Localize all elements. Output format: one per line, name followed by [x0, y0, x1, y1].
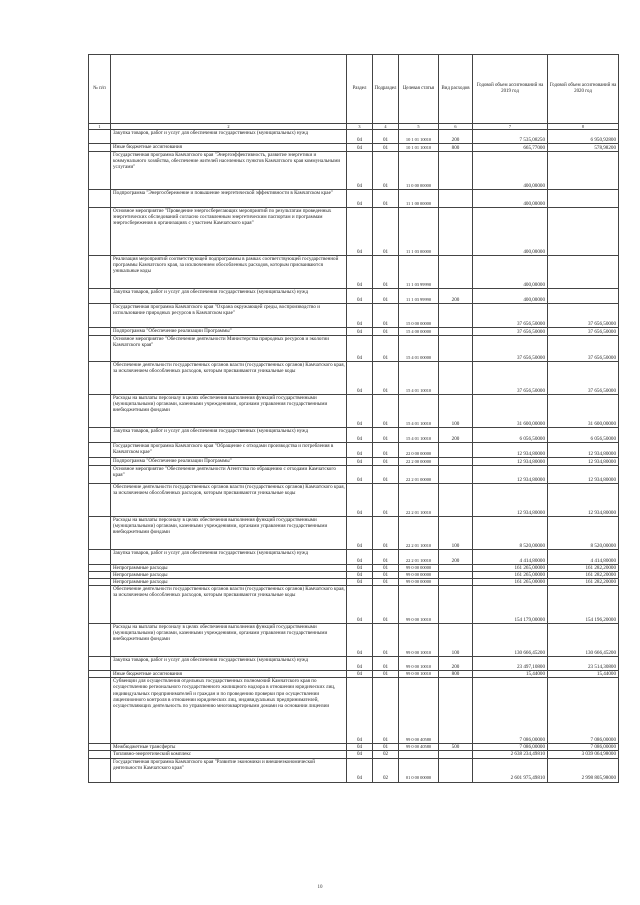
cell-razdel: 04 — [347, 328, 373, 336]
cell-vol2020 — [548, 208, 619, 256]
cell-vol2019: 154 179,00000 — [473, 586, 548, 624]
cell-vr — [439, 190, 473, 208]
cell-vol2020: 37 656,50000 — [548, 336, 619, 362]
cell-vol2019: 161 265,00000 — [473, 565, 548, 572]
cell-vol2019: 6 056,50000 — [473, 428, 548, 443]
cell-vr — [439, 466, 473, 484]
cell-razdel: 04 — [347, 336, 373, 362]
cell-podrazdel: 01 — [373, 304, 399, 328]
cell-name: Закупка товаров, работ и услуг для обеспечения государственных (муниципальных) нужд — [111, 657, 347, 671]
table-row — [89, 443, 619, 458]
cell-podrazdel: 01 — [373, 657, 399, 671]
cell-name: Государственная программа Камчатского края "Обращение с отходами производства и потребления в Камчатском крае" — [111, 443, 347, 458]
cell-vol2020: 2 998 805,98000 — [548, 758, 619, 782]
cell-razdel: 04 — [347, 517, 373, 550]
cell-vol2020: 31 600,00000 — [548, 395, 619, 428]
cell-vr — [439, 443, 473, 458]
cell-vol2020: 161 282,20000 — [548, 565, 619, 572]
cell-podrazdel: 01 — [373, 678, 399, 744]
cell-name: Закупка товаров, работ и услуг для обеспечения государственных (муниципальных) нужд — [111, 130, 347, 144]
cell-podrazdel: 01 — [373, 130, 399, 144]
cell-csr: 11 0 00 00000 — [399, 152, 439, 190]
cell-num — [89, 395, 111, 428]
cell-vr — [439, 565, 473, 572]
cell-vr: 200 — [439, 657, 473, 671]
cell-num — [89, 458, 111, 466]
cell-num — [89, 428, 111, 443]
cell-podrazdel: 01 — [373, 256, 399, 289]
cell-csr: 01 0 00 00000 — [399, 758, 439, 782]
cell-vol2020: 161 282,20000 — [548, 579, 619, 586]
cell-name: Расходы на выплаты персоналу в целях обеспечения выполнения функций государственными (муниципальными) органами, казенными учреждениями, органами управления государственными внебюджетными фондами — [111, 624, 347, 657]
cell-name: Непрограммные расходы — [111, 579, 347, 586]
cell-csr: 99 0 00 00000 — [399, 565, 439, 572]
cell-csr: 22 0 00 00000 — [399, 443, 439, 458]
cell-vr — [439, 458, 473, 466]
cell-vol2020: 37 656,50000 — [548, 304, 619, 328]
cell-vr — [439, 336, 473, 362]
cell-vol2020: 12 934,80000 — [548, 466, 619, 484]
cell-csr: 99 0 00 10010 — [399, 657, 439, 671]
cell-name: Основное мероприятие "Обеспечение деятельности Агентства по обращению с отходами Камчатского края" — [111, 466, 347, 484]
cell-vr — [439, 328, 473, 336]
table-row — [89, 208, 619, 256]
cell-vol2019: 31 600,00000 — [473, 395, 548, 428]
cell-csr: 11 1 00 00000 — [399, 190, 439, 208]
cell-name: Подпрограмма "Обеспечение реализации Программы" — [111, 458, 347, 466]
cell-name: Обеспечение деятельности государственных органов власти (государственных органов) Камчатского края, за исключением обособленных расходов, которым присваиваются уникальные коды — [111, 362, 347, 395]
cell-vol2020: 12 934,80000 — [548, 443, 619, 458]
table-row — [89, 458, 619, 466]
cell-vol2019: 400,00000 — [473, 190, 548, 208]
cell-num — [89, 586, 111, 624]
table-row — [89, 484, 619, 517]
cell-podrazdel: 01 — [373, 428, 399, 443]
cell-podrazdel: 01 — [373, 466, 399, 484]
cell-name: Непрограммные расходы — [111, 565, 347, 572]
table-row — [89, 428, 619, 443]
cell-razdel: 04 — [347, 550, 373, 565]
cell-razdel: 04 — [347, 144, 373, 152]
table-row — [89, 550, 619, 565]
cell-name: Межбюджетные трансферты — [111, 744, 347, 751]
cell-vol2019: 2 638 234,49810 — [473, 751, 548, 758]
header-num: № п/п — [89, 55, 111, 124]
cell-vr — [439, 572, 473, 579]
cell-vol2019: 15,44000 — [473, 671, 548, 678]
cell-razdel: 04 — [347, 130, 373, 144]
cell-name: Расходы на выплаты персоналу в целях обеспечения выполнения функций государственными (муниципальными) органами, казенными учреждениями, органами управления государственными внебюджетными фондами — [111, 395, 347, 428]
cell-vr — [439, 208, 473, 256]
cell-vol2019: 161 265,00000 — [473, 572, 548, 579]
table-row — [89, 565, 619, 572]
cell-name: Иные бюджетные ассигнования — [111, 144, 347, 152]
cell-csr: 10 1 01 10010 — [399, 144, 439, 152]
cell-razdel: 04 — [347, 208, 373, 256]
table-row — [89, 579, 619, 586]
cell-podrazdel: 01 — [373, 458, 399, 466]
cell-podrazdel: 01 — [373, 362, 399, 395]
header-vol2019: Годовой объем ассигнований на 2019 год — [473, 55, 548, 124]
cell-vol2019: 12 934,80000 — [473, 458, 548, 466]
cell-csr — [399, 751, 439, 758]
cell-name: Непрограммные расходы — [111, 572, 347, 579]
cell-vol2019: 7 086,00000 — [473, 678, 548, 744]
cell-razdel: 04 — [347, 443, 373, 458]
cell-podrazdel: 01 — [373, 671, 399, 678]
table-row — [89, 289, 619, 304]
cell-podrazdel: 01 — [373, 144, 399, 152]
cell-vol2019: 23 497,10800 — [473, 657, 548, 671]
cell-csr: 99 0 00 00000 — [399, 579, 439, 586]
cell-csr: 99 0 00 10010 — [399, 586, 439, 624]
cell-vr — [439, 362, 473, 395]
header-vol2020: Годовой объем ассигнований на 2020 год — [548, 55, 619, 124]
table-row — [89, 517, 619, 550]
cell-podrazdel: 01 — [373, 744, 399, 751]
cell-vol2019: 37 656,50000 — [473, 328, 548, 336]
cell-csr: 99 0 00 40580 — [399, 678, 439, 744]
cell-csr: 11 1 03 99990 — [399, 289, 439, 304]
header-vr: Вид расходов — [439, 55, 473, 124]
cell-name: Подпрограмма "Обеспечение реализации Программы" — [111, 328, 347, 336]
cell-razdel: 04 — [347, 678, 373, 744]
cell-vol2020: 23 514,30800 — [548, 657, 619, 671]
budget-table-page — [88, 54, 618, 783]
cell-vr: 200 — [439, 428, 473, 443]
page-number: 10 — [317, 885, 323, 890]
table-row — [89, 586, 619, 624]
cell-podrazdel: 01 — [373, 152, 399, 190]
cell-vr — [439, 256, 473, 289]
cell-num — [89, 484, 111, 517]
table-row — [89, 624, 619, 657]
cell-vol2019: 400,00000 — [473, 289, 548, 304]
table-row — [89, 328, 619, 336]
cell-razdel: 04 — [347, 586, 373, 624]
cell-csr: 15 4 00 00000 — [399, 328, 439, 336]
cell-vol2020: 6 056,50000 — [548, 428, 619, 443]
cell-num — [89, 751, 111, 758]
colnum-1: 1 — [89, 124, 111, 130]
cell-razdel: 04 — [347, 671, 373, 678]
cell-csr: 99 0 00 10010 — [399, 624, 439, 657]
cell-vol2020: 15,44000 — [548, 671, 619, 678]
table-row — [89, 256, 619, 289]
cell-num — [89, 190, 111, 208]
cell-vol2020: 37 656,50000 — [548, 362, 619, 395]
cell-csr: 11 1 03 99990 — [399, 256, 439, 289]
cell-vr — [439, 678, 473, 744]
cell-csr: 22 2 01 10010 — [399, 550, 439, 565]
cell-num — [89, 130, 111, 144]
cell-vr: 200 — [439, 550, 473, 565]
header-csr: Целевая статья — [399, 55, 439, 124]
table-row — [89, 744, 619, 751]
cell-vol2020: 12 934,80000 — [548, 484, 619, 517]
cell-razdel: 04 — [347, 624, 373, 657]
cell-name: Закупка товаров, работ и услуг для обеспечения государственных (муниципальных) нужд — [111, 289, 347, 304]
cell-vr — [439, 484, 473, 517]
table-row — [89, 758, 619, 782]
cell-name: Подпрограмма "Энергосбережение и повышение энергетической эффективности в Камчатском крае" — [111, 190, 347, 208]
cell-vol2019: 400,00000 — [473, 152, 548, 190]
cell-vol2020 — [548, 256, 619, 289]
cell-num — [89, 678, 111, 744]
cell-num — [89, 443, 111, 458]
cell-vr: 800 — [439, 144, 473, 152]
cell-num — [89, 466, 111, 484]
table-body — [89, 130, 619, 783]
cell-vol2019: 12 934,80000 — [473, 443, 548, 458]
cell-razdel: 04 — [347, 256, 373, 289]
cell-num — [89, 657, 111, 671]
cell-razdel: 04 — [347, 289, 373, 304]
cell-razdel: 04 — [347, 458, 373, 466]
cell-vol2019: 665,77000 — [473, 144, 548, 152]
colnum-2: 2 — [111, 124, 347, 130]
colnum-4: 4 — [373, 124, 399, 130]
cell-num — [89, 624, 111, 657]
cell-vol2020 — [548, 190, 619, 208]
cell-vol2019: 2 601 975,49810 — [473, 758, 548, 782]
cell-vr: 200 — [439, 289, 473, 304]
cell-name: Закупка товаров, работ и услуг для обеспечения государственных (муниципальных) нужд — [111, 550, 347, 565]
cell-name: Иные бюджетные ассигнования — [111, 671, 347, 678]
cell-vol2020: 6 950,92800 — [548, 130, 619, 144]
cell-podrazdel: 01 — [373, 579, 399, 586]
cell-razdel: 04 — [347, 751, 373, 758]
cell-razdel: 04 — [347, 190, 373, 208]
colnum-5: 5 — [399, 124, 439, 130]
cell-podrazdel: 01 — [373, 190, 399, 208]
cell-vol2019: 161 265,00000 — [473, 579, 548, 586]
cell-num — [89, 572, 111, 579]
table-row — [89, 657, 619, 671]
cell-vol2020: 8 520,00000 — [548, 517, 619, 550]
cell-csr: 22 2 01 10010 — [399, 517, 439, 550]
cell-podrazdel: 01 — [373, 208, 399, 256]
cell-name: Реализация мероприятий соответствующей подпрограммы в рамках соответствующей государственной программы Камчатского края, за исключением обособленных расходов, которым присваиваются уникальные коды — [111, 256, 347, 289]
colnum-6: 6 — [439, 124, 473, 130]
cell-name: Обеспечение деятельности государственных органов власти (государственных органов) Камчатского края, за исключением обособленных расходов, которым присваиваются уникальные коды — [111, 586, 347, 624]
cell-vr: 500 — [439, 744, 473, 751]
cell-num — [89, 362, 111, 395]
cell-razdel: 04 — [347, 744, 373, 751]
cell-razdel: 04 — [347, 657, 373, 671]
cell-razdel: 04 — [347, 362, 373, 395]
cell-csr: 15 4 01 10010 — [399, 362, 439, 395]
cell-vol2020: 4 414,80000 — [548, 550, 619, 565]
cell-vol2019: 130 666,45200 — [473, 624, 548, 657]
cell-vol2020: 12 934,80000 — [548, 458, 619, 466]
cell-vol2020: 7 086,00000 — [548, 678, 619, 744]
cell-vol2020 — [548, 152, 619, 190]
cell-csr: 15 4 01 10010 — [399, 428, 439, 443]
cell-podrazdel: 01 — [373, 572, 399, 579]
cell-name: Закупка товаров, работ и услуг для обеспечения государственных (муниципальных) нужд — [111, 428, 347, 443]
cell-name: Топливно-энергетический комплекс — [111, 751, 347, 758]
cell-podrazdel: 01 — [373, 550, 399, 565]
cell-vr — [439, 586, 473, 624]
cell-razdel: 04 — [347, 484, 373, 517]
cell-vol2020 — [548, 289, 619, 304]
cell-csr: 15 0 00 00000 — [399, 304, 439, 328]
colnum-7: 7 — [473, 124, 548, 130]
table-row — [89, 395, 619, 428]
table-row — [89, 304, 619, 328]
cell-name: Основное мероприятие "Проведение энергосберегающих мероприятий по результатам проведенных энергетических обследований согласно составленным энергетическим паспортам и программам энергосбережения в организациях с участием Камчатского края" — [111, 208, 347, 256]
cell-vr — [439, 758, 473, 782]
cell-vol2019: 37 656,50000 — [473, 304, 548, 328]
cell-razdel: 04 — [347, 579, 373, 586]
cell-csr: 22 2 01 00000 — [399, 466, 439, 484]
cell-name: Государственная программа Камчатского края "Охрана окружающей среды, воспроизводство и использование природных ресурсов в Камчатском крае" — [111, 304, 347, 328]
cell-podrazdel: 01 — [373, 289, 399, 304]
cell-podrazdel: 02 — [373, 751, 399, 758]
cell-csr: 10 1 01 10010 — [399, 130, 439, 144]
cell-name: Государственная программа Камчатского края "Энергоэффективность, развитие энергетики и коммунального хозяйства, обеспечение жителей населенных пунктов Камчатского края коммунальными услугами" — [111, 152, 347, 190]
table-row — [89, 336, 619, 362]
cell-csr: 15 4 01 10010 — [399, 395, 439, 428]
table-row — [89, 678, 619, 744]
cell-num — [89, 144, 111, 152]
cell-name: Расходы на выплаты персоналу в целях обеспечения выполнения функций государственными (муниципальными) органами, казенными учреждениями, органами управления государственными внебюджетными фондами — [111, 517, 347, 550]
cell-vol2020: 154 196,20000 — [548, 586, 619, 624]
cell-vol2019: 12 934,80000 — [473, 484, 548, 517]
header-name — [111, 55, 347, 124]
cell-vr: 800 — [439, 671, 473, 678]
cell-csr: 22 2 00 00000 — [399, 458, 439, 466]
table-row — [89, 572, 619, 579]
cell-num — [89, 517, 111, 550]
cell-vr — [439, 751, 473, 758]
cell-vol2019: 12 934,80000 — [473, 466, 548, 484]
cell-vol2019: 37 656,50000 — [473, 362, 548, 395]
table-row — [89, 362, 619, 395]
cell-csr: 99 0 00 10010 — [399, 671, 439, 678]
cell-num — [89, 152, 111, 190]
cell-podrazdel: 01 — [373, 328, 399, 336]
cell-razdel: 04 — [347, 152, 373, 190]
cell-name: Государственная программа Камчатского края "Развитие экономики и внешнеэкономической деятельности Камчатского края" — [111, 758, 347, 782]
cell-num — [89, 336, 111, 362]
table-header-row — [89, 55, 619, 124]
cell-vol2020: 161 282,20000 — [548, 572, 619, 579]
cell-vol2019: 4 414,80000 — [473, 550, 548, 565]
cell-vol2019: 400,00000 — [473, 256, 548, 289]
cell-vol2019: 37 656,50000 — [473, 336, 548, 362]
cell-num — [89, 671, 111, 678]
cell-csr: 11 1 03 00000 — [399, 208, 439, 256]
cell-name: Основное мероприятие "Обеспечение деятельности Министерства природных ресурсов и экологии Камчатского края" — [111, 336, 347, 362]
table-row — [89, 466, 619, 484]
cell-csr: 15 4 01 00000 — [399, 336, 439, 362]
table-row — [89, 130, 619, 144]
cell-razdel: 04 — [347, 572, 373, 579]
cell-podrazdel: 01 — [373, 517, 399, 550]
cell-num — [89, 550, 111, 565]
cell-vr — [439, 579, 473, 586]
cell-num — [89, 208, 111, 256]
cell-num — [89, 328, 111, 336]
cell-podrazdel: 02 — [373, 758, 399, 782]
table-row — [89, 190, 619, 208]
cell-csr: 22 2 01 10010 — [399, 484, 439, 517]
cell-vol2020: 3 039 064,98000 — [548, 751, 619, 758]
cell-vr — [439, 152, 473, 190]
cell-vr: 100 — [439, 517, 473, 550]
cell-num — [89, 579, 111, 586]
cell-razdel: 04 — [347, 395, 373, 428]
cell-num — [89, 256, 111, 289]
cell-vol2019: 7 535,08250 — [473, 130, 548, 144]
cell-razdel: 04 — [347, 565, 373, 572]
cell-razdel: 04 — [347, 758, 373, 782]
cell-podrazdel: 01 — [373, 443, 399, 458]
cell-vr: 100 — [439, 395, 473, 428]
cell-podrazdel: 01 — [373, 336, 399, 362]
cell-podrazdel: 01 — [373, 624, 399, 657]
cell-name: Субвенции для осуществления отдельных государственных полномочий Камчатского края по осуществлению регионального государственного жилищного надзора в отношении юридических лиц, индивидуальных предпринимателей и граждан и по проведению проверки при осуществлении лицензионного контроля в отношении юридических лиц, индивидуальных предпринимателей, осуществляющих деятельность по управлению многоквартирными домами на основании лицензии — [111, 678, 347, 744]
table-row — [89, 144, 619, 152]
cell-vr — [439, 304, 473, 328]
header-razdel: Раздел — [347, 55, 373, 124]
cell-vol2019: 8 520,00000 — [473, 517, 548, 550]
budget-table — [88, 54, 619, 783]
table-row — [89, 671, 619, 678]
cell-vr: 100 — [439, 624, 473, 657]
cell-razdel: 04 — [347, 428, 373, 443]
cell-num — [89, 758, 111, 782]
cell-csr: 99 0 00 00000 — [399, 572, 439, 579]
cell-num — [89, 304, 111, 328]
cell-podrazdel: 01 — [373, 395, 399, 428]
table-row — [89, 751, 619, 758]
cell-vr: 200 — [439, 130, 473, 144]
cell-csr: 99 0 00 40580 — [399, 744, 439, 751]
cell-razdel: 04 — [347, 466, 373, 484]
cell-num — [89, 289, 111, 304]
header-podrazdel: Подраздел — [373, 55, 399, 124]
cell-vol2020: 37 656,50000 — [548, 328, 619, 336]
cell-num — [89, 565, 111, 572]
cell-vol2019: 400,00000 — [473, 208, 548, 256]
cell-vol2019: 7 086,00000 — [473, 744, 548, 751]
cell-podrazdel: 01 — [373, 484, 399, 517]
cell-podrazdel: 01 — [373, 586, 399, 624]
cell-vol2020: 7 086,00000 — [548, 744, 619, 751]
colnum-3: 3 — [347, 124, 373, 130]
table-row — [89, 152, 619, 190]
cell-name: Обеспечение деятельности государственных органов власти (государственных органов) Камчатского края, за исключением обособленных расходов, которым присваиваются уникальные коды — [111, 484, 347, 517]
cell-vol2020: 578,98200 — [548, 144, 619, 152]
cell-num — [89, 744, 111, 751]
colnum-8: 8 — [548, 124, 619, 130]
cell-podrazdel: 01 — [373, 565, 399, 572]
cell-razdel: 04 — [347, 304, 373, 328]
cell-vol2020: 130 666,45200 — [548, 624, 619, 657]
